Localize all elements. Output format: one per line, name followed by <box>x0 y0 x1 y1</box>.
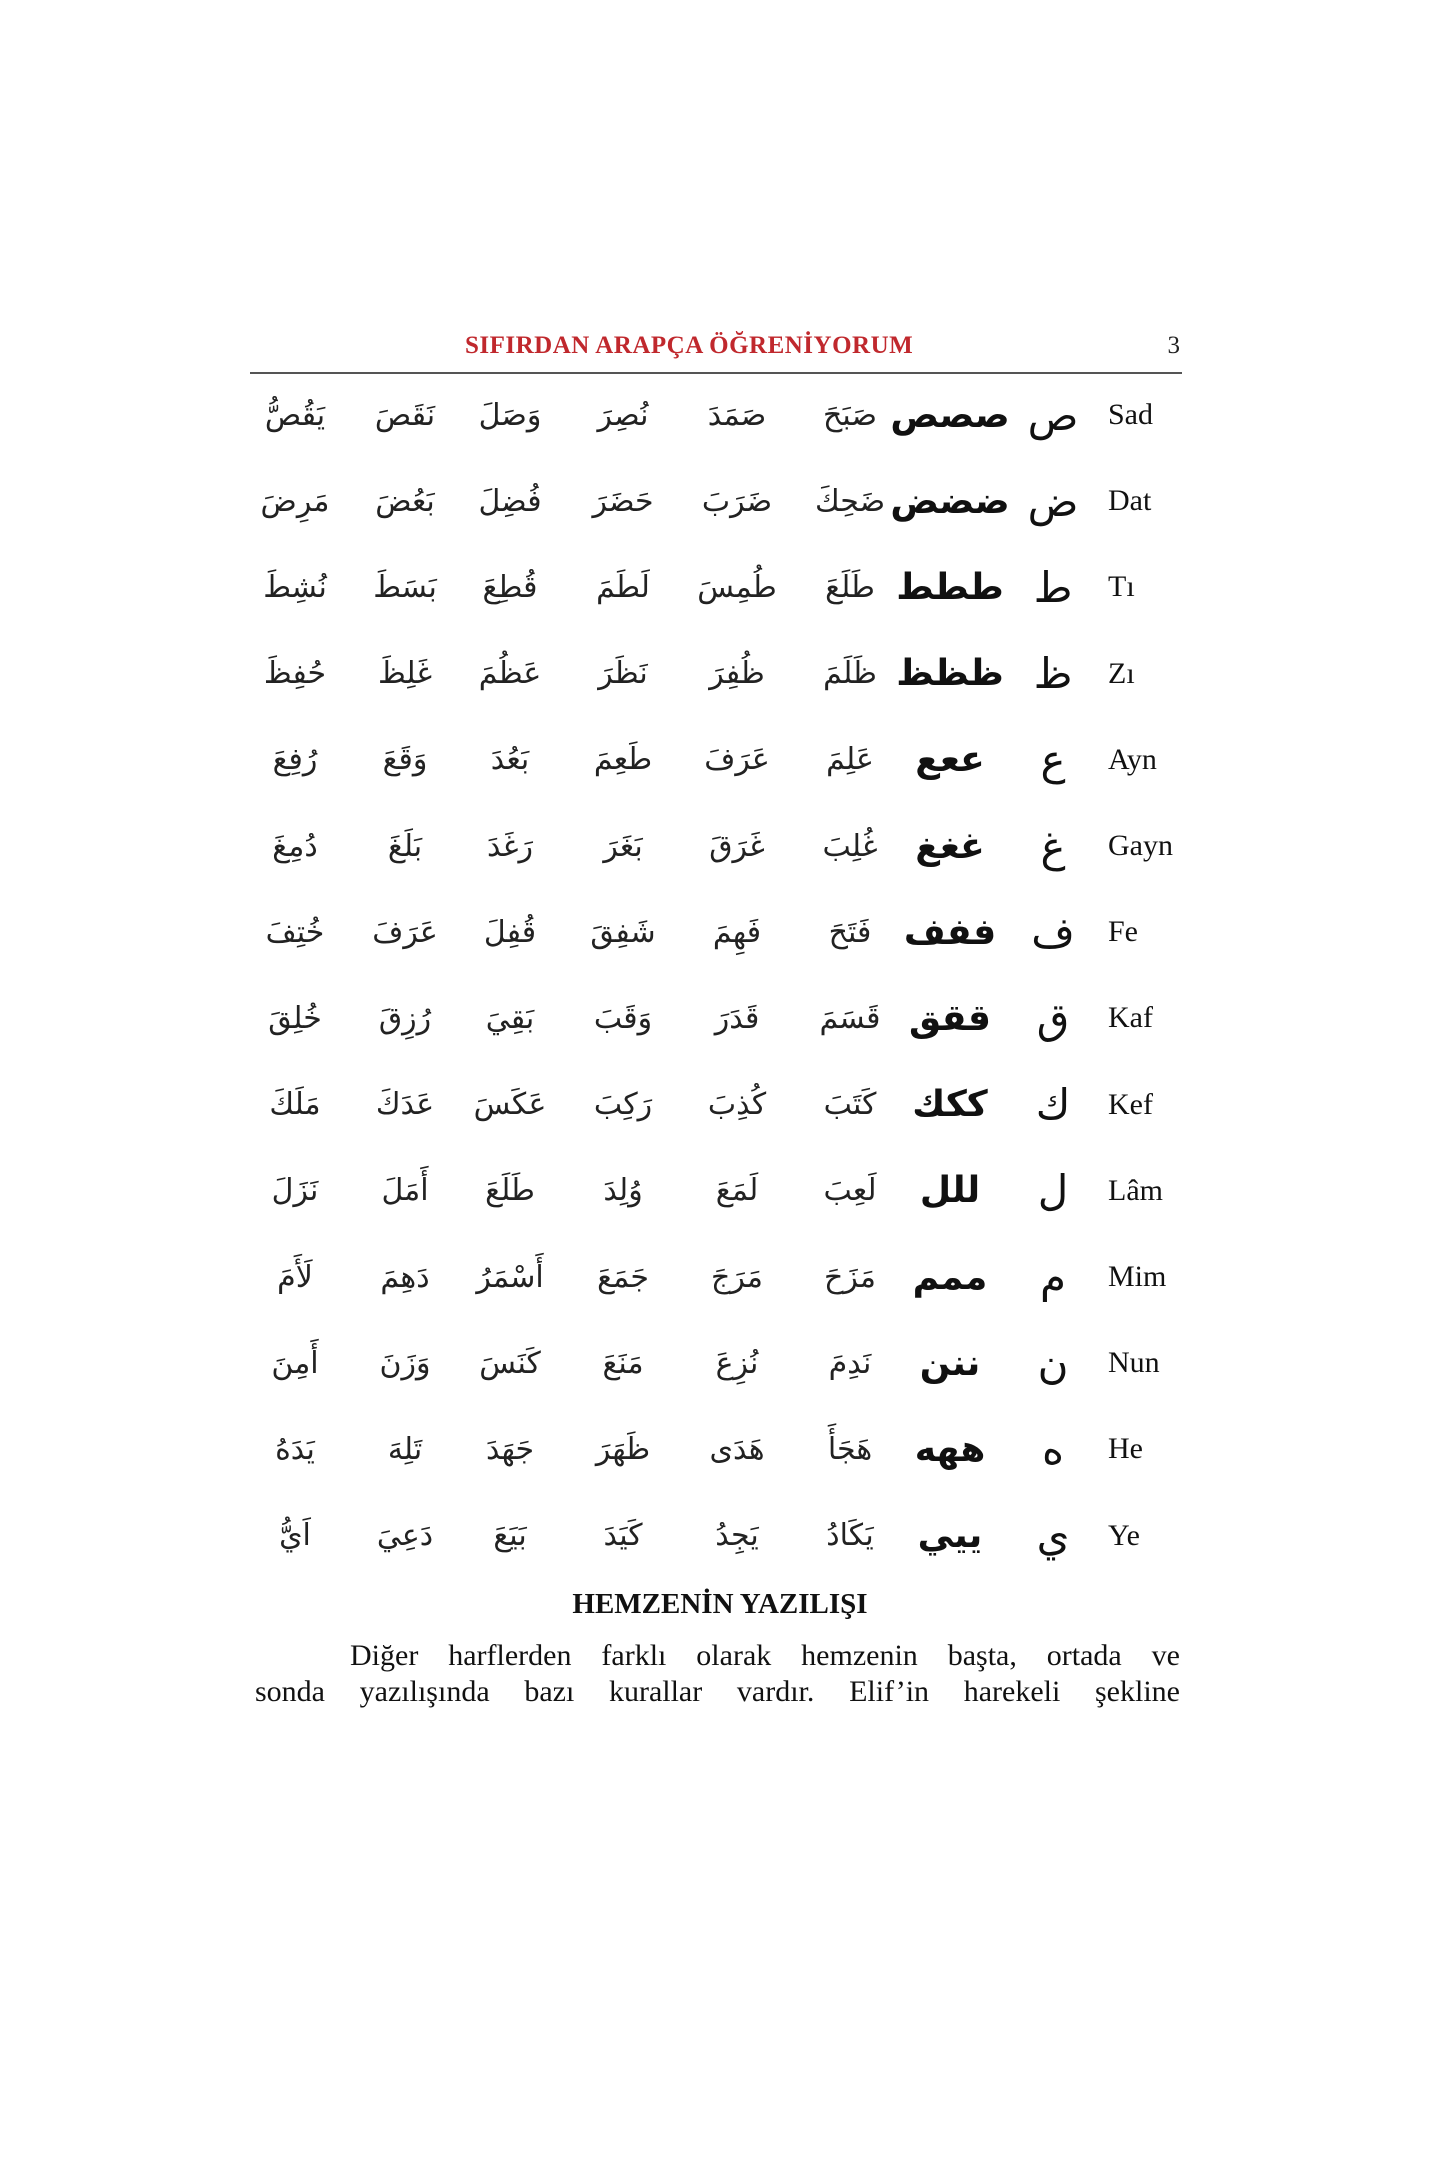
letter-name: Fe <box>1108 915 1138 949</box>
example-word: بَغَرَ <box>603 828 643 864</box>
arabic-letter: ع <box>1040 735 1066 785</box>
example-word: نُزِعَ <box>715 1345 759 1381</box>
table-row <box>0 717 1440 803</box>
arabic-letter: ل <box>1037 1166 1069 1216</box>
example-word: نَدِمَ <box>828 1345 872 1381</box>
example-word: خُتِفَ <box>265 914 325 950</box>
table-row <box>0 1148 1440 1234</box>
example-word: لَعِبَ <box>823 1173 877 1209</box>
example-word: فُضِلَ <box>478 483 542 519</box>
table-row <box>0 544 1440 630</box>
example-word: دُمِغَ <box>272 828 318 864</box>
example-word: ضَرَبَ <box>701 483 773 519</box>
example-word: طَلَعَ <box>825 569 875 605</box>
example-word: عَظُمَ <box>478 656 542 692</box>
table-row <box>0 458 1440 544</box>
example-word: وَقَعَ <box>382 742 428 778</box>
combined-letter-form: ههه <box>914 1428 986 1470</box>
combined-letter-form: ككك <box>912 1084 988 1126</box>
example-word: مَلَكَ <box>269 1087 321 1123</box>
example-word: رَكِبَ <box>593 1087 653 1123</box>
arabic-letter: ظ <box>1033 649 1073 699</box>
arabic-letter: ن <box>1037 1338 1069 1388</box>
combined-letter-form: ظظظ <box>896 653 1004 695</box>
example-word: بَقِيَ <box>485 1000 535 1036</box>
table-row <box>0 631 1440 717</box>
combined-letter-form: ففف <box>903 911 997 953</box>
example-word: عَرَفَ <box>372 914 438 950</box>
example-word: حُفِظَ <box>263 656 327 692</box>
example-word: يَكَادُ <box>826 1518 874 1554</box>
example-word: هَجَأَ <box>827 1431 873 1467</box>
example-word: حَضَرَ <box>592 483 654 519</box>
example-word: دَعِيَ <box>376 1518 434 1554</box>
page-number: 3 <box>1167 332 1180 359</box>
example-word: صَمَدَ <box>707 397 767 433</box>
combined-letter-form: غغغ <box>915 825 985 867</box>
example-word: طُمِسَ <box>697 569 777 605</box>
example-word: لَطَمَ <box>596 569 650 605</box>
arabic-letter: غ <box>1040 821 1066 871</box>
arabic-letter: ط <box>1033 562 1073 612</box>
table-row <box>0 1406 1440 1492</box>
example-word: كُذِبَ <box>707 1087 767 1123</box>
example-word: يَقُصُّ <box>264 397 326 433</box>
example-word: نَقَصَ <box>374 397 436 433</box>
example-word: ظَلَمَ <box>823 656 877 692</box>
combined-letter-form: صصص <box>890 394 1010 436</box>
example-word: فَتَحَ <box>828 914 872 950</box>
arabic-letter: ض <box>1027 476 1079 526</box>
example-word: يَجِدُ <box>715 1518 759 1554</box>
table-row <box>0 1062 1440 1148</box>
example-word: قَسَمَ <box>819 1000 881 1036</box>
example-word: وَقَبَ <box>593 1000 653 1036</box>
example-word: دَهِمَ <box>380 1259 430 1295</box>
combined-letter-form: ططط <box>896 566 1004 608</box>
arabic-letter: ف <box>1031 907 1075 957</box>
letter-name: Ayn <box>1108 742 1157 776</box>
example-word: مَنَعَ <box>602 1345 644 1381</box>
letter-name: Lâm <box>1108 1173 1163 1207</box>
book-title: SIFIRDAN ARAPÇA ÖĞRENİYORUM <box>465 332 914 359</box>
table-row <box>0 803 1440 889</box>
combined-letter-form: ععع <box>915 739 985 781</box>
example-word: جَمَعَ <box>597 1259 649 1295</box>
letter-name: Gayn <box>1108 829 1173 862</box>
example-word: مَزَحَ <box>824 1259 876 1295</box>
letter-name: Dat <box>1108 484 1152 518</box>
table-row <box>0 372 1440 458</box>
table-row <box>0 975 1440 1061</box>
example-word: وَزَنَ <box>379 1345 431 1381</box>
running-header <box>250 332 1182 374</box>
example-word: فَهِمَ <box>712 914 762 950</box>
example-word: نُشِطَ <box>263 569 327 605</box>
arabic-letter: ق <box>1036 993 1070 1043</box>
letter-name: Tı <box>1108 570 1135 604</box>
table-row <box>0 1234 1440 1320</box>
example-word: طَلَعَ <box>485 1173 535 1209</box>
example-word: ضَحِكَ <box>814 483 886 519</box>
combined-letter-form: ييي <box>917 1515 983 1557</box>
example-word: ظُفِرَ <box>709 656 765 692</box>
combined-letter-form: ضضض <box>890 480 1010 522</box>
arabic-letter: ك <box>1035 1080 1071 1130</box>
example-word: لَأَمَ <box>277 1259 313 1295</box>
example-word: يَدَهُ <box>275 1431 315 1467</box>
example-word: عَدَكَ <box>375 1087 435 1123</box>
example-word: قُطِعَ <box>482 569 538 605</box>
arabic-letter: ه <box>1041 1424 1064 1474</box>
arabic-letter: ي <box>1036 1511 1070 1561</box>
section-heading: HEMZENİN YAZILIŞI <box>572 1588 868 1620</box>
example-word: غُلِبَ <box>822 828 878 864</box>
letter-name: Kaf <box>1108 1001 1153 1035</box>
example-word: عَكَسَ <box>473 1087 547 1123</box>
example-word: بَيَعَ <box>493 1518 527 1554</box>
letter-name: He <box>1108 1432 1143 1466</box>
table-row <box>0 889 1440 975</box>
example-word: مَرَجَ <box>711 1259 763 1295</box>
letter-name: Mim <box>1108 1260 1167 1293</box>
letter-name: Nun <box>1108 1346 1160 1380</box>
example-word: بَعُدَ <box>490 742 530 778</box>
example-word: اَيُّ <box>279 1518 311 1554</box>
table-row <box>0 1320 1440 1406</box>
letter-name: Zı <box>1108 656 1135 690</box>
arabic-letter: م <box>1039 1252 1066 1302</box>
paragraph-line-1: Diğer harflerden farklı olarak hemzenin başta, ortada ve <box>350 1639 1180 1672</box>
combined-letter-form: ننن <box>919 1342 981 1384</box>
example-word: وَصَلَ <box>478 397 542 433</box>
letter-name: Sad <box>1108 398 1153 431</box>
example-word: غَرَقَ <box>709 828 765 864</box>
example-word: صَبَحَ <box>823 397 877 433</box>
arabic-letter: ص <box>1027 390 1079 440</box>
example-word: نَظَرَ <box>598 656 648 692</box>
example-word: ظَهَرَ <box>595 1431 651 1467</box>
example-word: رُفِعَ <box>272 742 318 778</box>
example-word: نُصِرَ <box>597 397 649 433</box>
example-word: أَسْمَرُ <box>476 1259 544 1295</box>
example-word: بَلَغَ <box>387 828 423 864</box>
example-word: قُفِلَ <box>483 914 537 950</box>
example-word: جَهَدَ <box>485 1431 535 1467</box>
example-word: غَلِظَ <box>377 656 433 692</box>
example-word: قَدَرَ <box>714 1000 760 1036</box>
paragraph-line-2: sonda yazılışında bazı kurallar vardır. Elif’in harekeli şekline <box>255 1675 1180 1708</box>
example-word: كَنَسَ <box>479 1345 541 1381</box>
example-word: لَمَعَ <box>715 1173 759 1209</box>
combined-letter-form: ممم <box>912 1256 988 1298</box>
example-word: بَسَطَ <box>373 569 437 605</box>
combined-letter-form: ققق <box>909 997 991 1039</box>
example-word: تَلِهَ <box>387 1431 423 1467</box>
letter-name: Ye <box>1108 1518 1140 1552</box>
example-word: كَتَبَ <box>823 1087 877 1123</box>
table-row <box>0 1493 1440 1579</box>
example-word: كَيَدَ <box>603 1518 643 1554</box>
example-word: وُلِدَ <box>603 1173 643 1209</box>
example-word: أَمِنَ <box>271 1345 319 1381</box>
example-word: نَزَلَ <box>271 1173 319 1209</box>
example-word: طَعِمَ <box>593 742 653 778</box>
example-word: عَرَفَ <box>704 742 770 778</box>
example-word: شَفِقَ <box>590 914 656 950</box>
combined-letter-form: للل <box>919 1170 981 1212</box>
example-word: خُلِقَ <box>268 1000 322 1036</box>
example-word: رُزِقَ <box>378 1000 432 1036</box>
example-word: هَدَى <box>709 1431 765 1467</box>
letter-name: Kef <box>1108 1087 1153 1121</box>
example-word: رَغَدَ <box>487 828 533 864</box>
example-word: أَمَلَ <box>381 1173 429 1209</box>
example-word: عَلِمَ <box>826 742 874 778</box>
example-word: مَرِضَ <box>260 483 330 519</box>
example-word: بَعُضَ <box>375 483 435 519</box>
